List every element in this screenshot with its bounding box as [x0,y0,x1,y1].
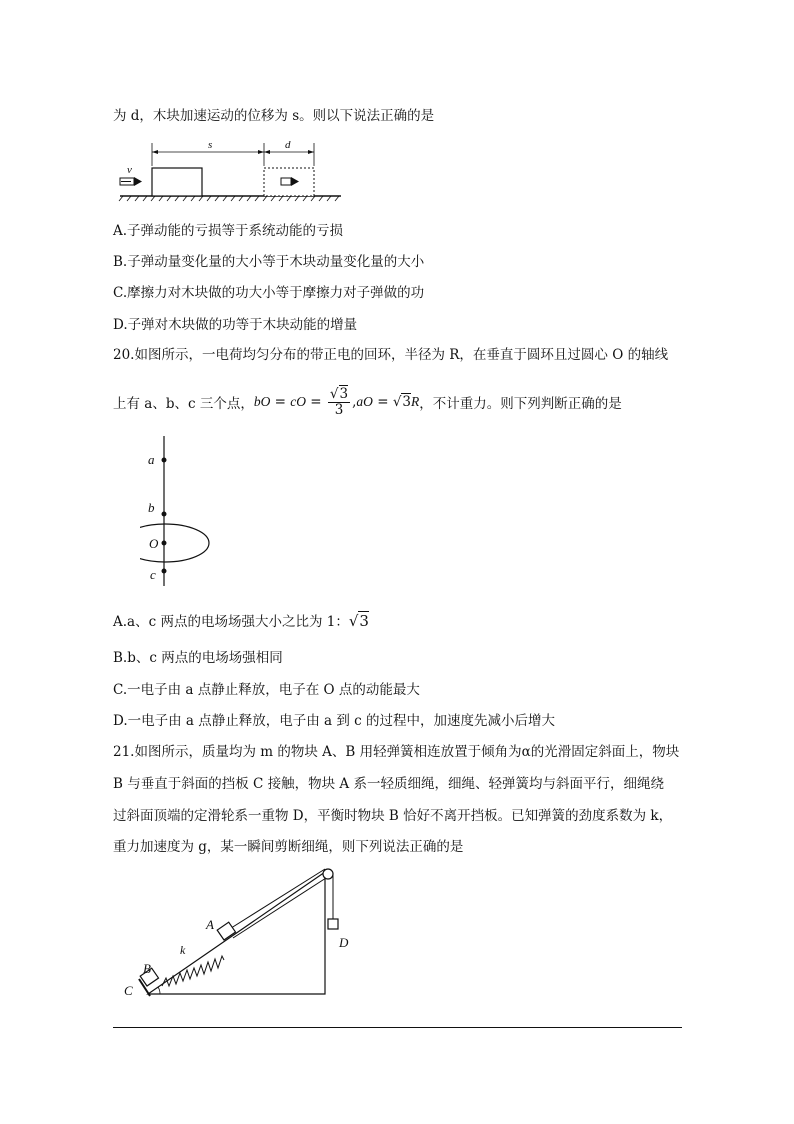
q20-stem-line2-pre: 上有 a、b、c 三个点， [113,396,254,412]
math-eq1: = [270,394,291,410]
s-label: s [208,139,213,151]
point-c [162,569,167,574]
weight-D [328,919,338,929]
label-C: C [124,983,133,998]
block-initial [152,168,202,196]
label-O: O [149,536,159,551]
q20-option-c: C.一电子由 a 点静止释放，电子在 O 点的动能最大 [113,682,420,698]
math-R: R [411,394,420,409]
pulley [323,869,333,879]
label-c: c [150,567,156,582]
q19-option-d: D.子弹对木块做的功等于木块动能的增量 [113,317,358,333]
q19-intro: 为 d，木块加速运动的位移为 s。则以下说法正确的是 [113,108,435,124]
q20-option-a-sqrt: 3 [359,612,369,630]
math-eq3: = [372,394,393,410]
point-b [162,512,167,517]
q20-option-a: A.a、c 两点的电场场强大小之比为 1：√3 [113,612,369,630]
q21-stem-line2: B 与垂直于斜面的挡板 C 接触，物块 A 系一轻质细绳，细绳、轻弹簧均与斜面平行，细绳绕 [113,776,664,792]
math-eq2: = [306,394,326,410]
math-bO: bO [253,394,271,409]
label-k: k [180,943,186,957]
q21-stem-line4: 重力加速度为 g，某一瞬间剪断细绳，则下列说法正确的是 [113,839,464,855]
q19-option-a: A.子弹动能的亏损等于系统动能的亏损 [113,223,344,239]
ring-axis-figure [140,436,220,586]
math-fraction: $\frac{√3}{3}$ [329,385,349,418]
q20-stem-line2-post: ，不计重力。则下列判断正确的是 [419,396,622,412]
q20-option-d: D.一电子由 a 点静止释放，电子由 a 到 c 的过程中，加速度先减小后增大 [113,713,556,729]
label-a: a [148,452,155,467]
label-B: B [143,961,151,976]
q21-stem-line1: 21.如图所示，质量均为 m 的物块 A、B 用轻弹簧相连放置于倾角为α的光滑固定斜面上，物块 [113,744,680,760]
bullet-block-figure [115,134,355,204]
frac-denominator: 3 [334,401,344,418]
q20-option-b: B.b、c 两点的电场场强相同 [113,650,283,666]
bullet-start [120,177,142,186]
q20-stem-line1: 20.如图所示，一电荷均匀分布的带正电的回环，半径为 R，在垂直于圆环且过圆心 O 的轴线 [113,347,669,363]
point-a [162,458,167,463]
math-aO: aO [356,394,373,409]
math-cO: cO [290,394,306,409]
q19-option-c: C.摩擦力对木块做的功大小等于摩擦力对子弹做的功 [113,285,425,301]
label-D: D [339,935,349,950]
q20-stem-line2: 上有 a、b、c 三个点， bO = cO = $\frac{√3}{3}$ , aO = √3 R ，不计重力。则下列判断正确的是 [113,385,622,418]
q20-option-a-text: A.a、c 两点的电场场强大小之比为 1： [113,614,349,630]
q19-option-b: B.子弹动量变化量的大小等于木块动量变化量的大小 [113,254,425,270]
incline [148,872,325,994]
velocity-label: v [127,164,132,176]
frac-numerator: 3 [339,385,349,402]
footer-rule [113,1027,682,1028]
incline-figure [120,862,360,1002]
label-A: A [206,917,214,932]
q21-stem-line3: 过斜面顶端的定滑轮系一重物 D，平衡时物块 B 恰好不离开挡板。已知弹簧的劲度系数为 k， [113,808,673,824]
d-label: d [285,139,291,151]
math-sqrt3: 3 [402,394,412,410]
label-b: b [148,500,155,515]
point-O [162,541,167,546]
